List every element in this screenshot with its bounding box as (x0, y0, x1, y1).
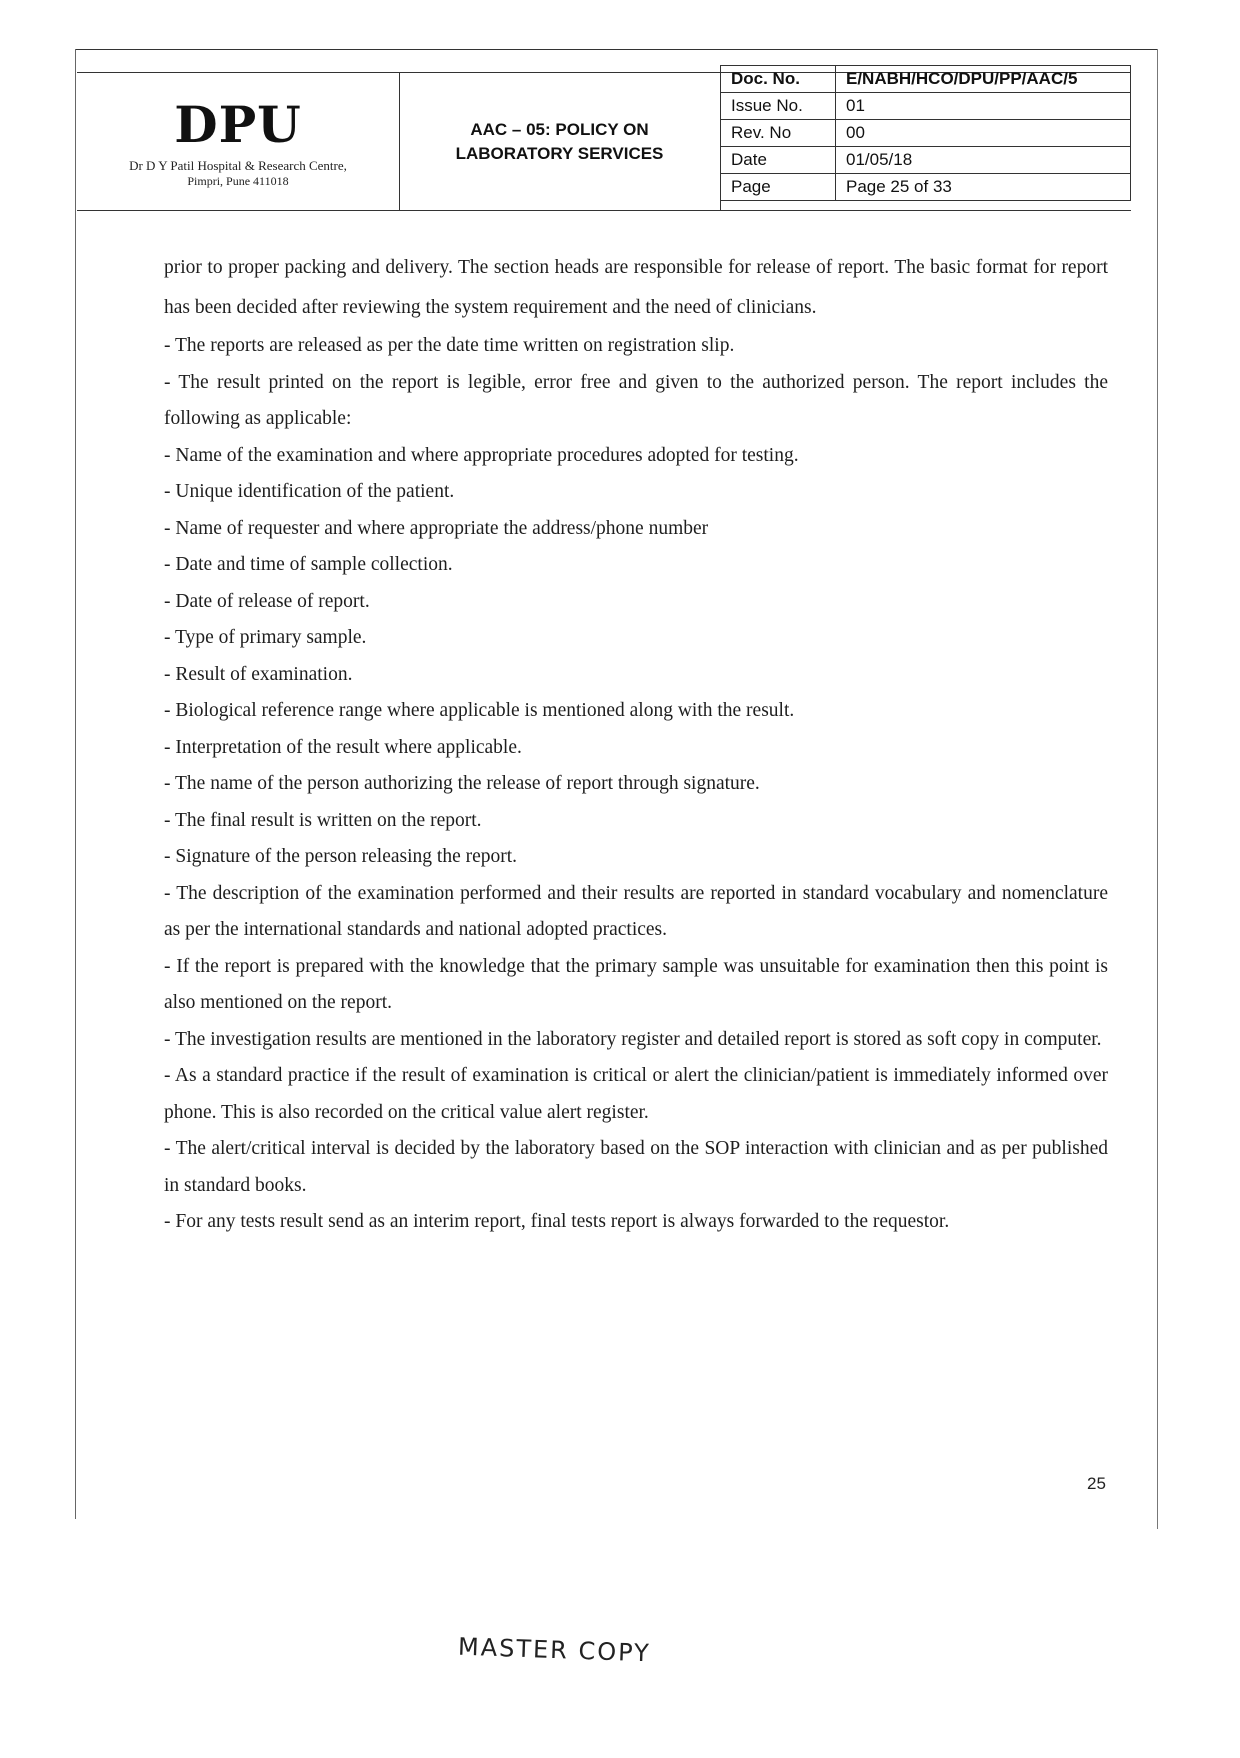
meta-row-doc-no (721, 66, 1131, 93)
meta-row-issue-no (721, 93, 1131, 120)
meta-label: Doc. No. (721, 66, 836, 93)
list-item: - The name of the person authorizing the release of report through signature. (164, 773, 760, 794)
meta-value: Page 25 of 33 (836, 174, 1131, 201)
list-item: - Unique identification of the patient. (164, 481, 455, 502)
policy-title-line-2: LABORATORY SERVICES (455, 143, 664, 163)
paragraph: - If the report is prepared with the knowledge that the primary sample was unsuitable for examination then this point is also mentioned on the report. (164, 955, 1108, 1013)
organization-name: Dr D Y Patil Hospital & Research Centre, (129, 158, 347, 173)
meta-value: E/NABH/HCO/DPU/PP/AAC/5 (836, 66, 1131, 93)
meta-value: 01 (836, 93, 1131, 120)
paragraph: prior to proper packing and delivery. The section heads are responsible for release of report. The basic format for report has been decided after reviewing the system requirement and the need of clinicians. (164, 257, 1108, 318)
meta-value: 00 (836, 120, 1131, 147)
organization-address: Pimpri, Pune 411018 (187, 174, 289, 188)
list-item: - Result of examination. (164, 663, 353, 685)
paragraph: - For any tests result send as an interim report, final tests report is always forwarded to the requestor. (164, 1211, 950, 1232)
policy-title (399, 73, 721, 210)
paragraph: - The reports are released as per the date time written on registration slip. (164, 335, 735, 356)
page-number: 25 (1087, 1474, 1106, 1493)
paragraph: - The result printed on the report is legible, error free and given to the authorized person. The report includes the following as applicable: (164, 371, 1108, 429)
list-item: - Date and time of sample collection. (164, 554, 453, 575)
meta-label: Rev. No (721, 120, 836, 147)
meta-row-date (721, 147, 1131, 174)
meta-label: Issue No. (721, 93, 836, 120)
logo-cell (77, 73, 400, 210)
meta-row-page (721, 174, 1131, 201)
paragraph: - The investigation results are mentioned in the laboratory register and detailed report is stored as soft copy in computer. (164, 1028, 1102, 1050)
list-item: - Signature of the person releasing the report. (164, 846, 518, 867)
master-copy-stamp: MASTER COPY (457, 1632, 652, 1668)
list-item: - Name of the examination and where appropriate procedures adopted for testing. (164, 444, 799, 466)
list-item: - The final result is written on the report. (164, 809, 482, 831)
paragraph: - The alert/critical interval is decided by the laboratory based on the SOP interaction with clinician and as per published in standard books. (164, 1138, 1108, 1196)
list-item: - Name of requester and where appropriate the address/phone number (164, 517, 709, 539)
page-frame-left (75, 49, 76, 1519)
meta-label: Page (721, 174, 836, 201)
meta-label: Date (721, 147, 836, 174)
paragraph: - The description of the examination performed and their results are reported in standard vocabulary and nomenclature as per the international standards and national adopted practices. (164, 882, 1108, 940)
list-item: - Interpretation of the result where applicable. (164, 736, 522, 758)
document-meta-table (720, 65, 1131, 201)
meta-value: 01/05/18 (836, 147, 1131, 174)
page-frame-right (1157, 49, 1158, 1529)
page-frame-top (75, 49, 1158, 50)
meta-row-rev-no (721, 120, 1131, 147)
paragraph: - As a standard practice if the result of examination is critical or alert the clinician/patient is immediately informed over phone. This is also recorded on the critical value alert register. (164, 1065, 1108, 1123)
document-header (77, 69, 1131, 211)
list-item: - Date of release of report. (164, 590, 370, 612)
policy-title-line-1: AAC – 05: POLICY ON (470, 119, 649, 139)
list-item: - Biological reference range where applicable is mentioned along with the result. (164, 700, 795, 721)
document-body (164, 248, 1108, 1241)
list-item: - Type of primary sample. (164, 627, 367, 648)
dpu-logo: DPU (174, 95, 302, 154)
